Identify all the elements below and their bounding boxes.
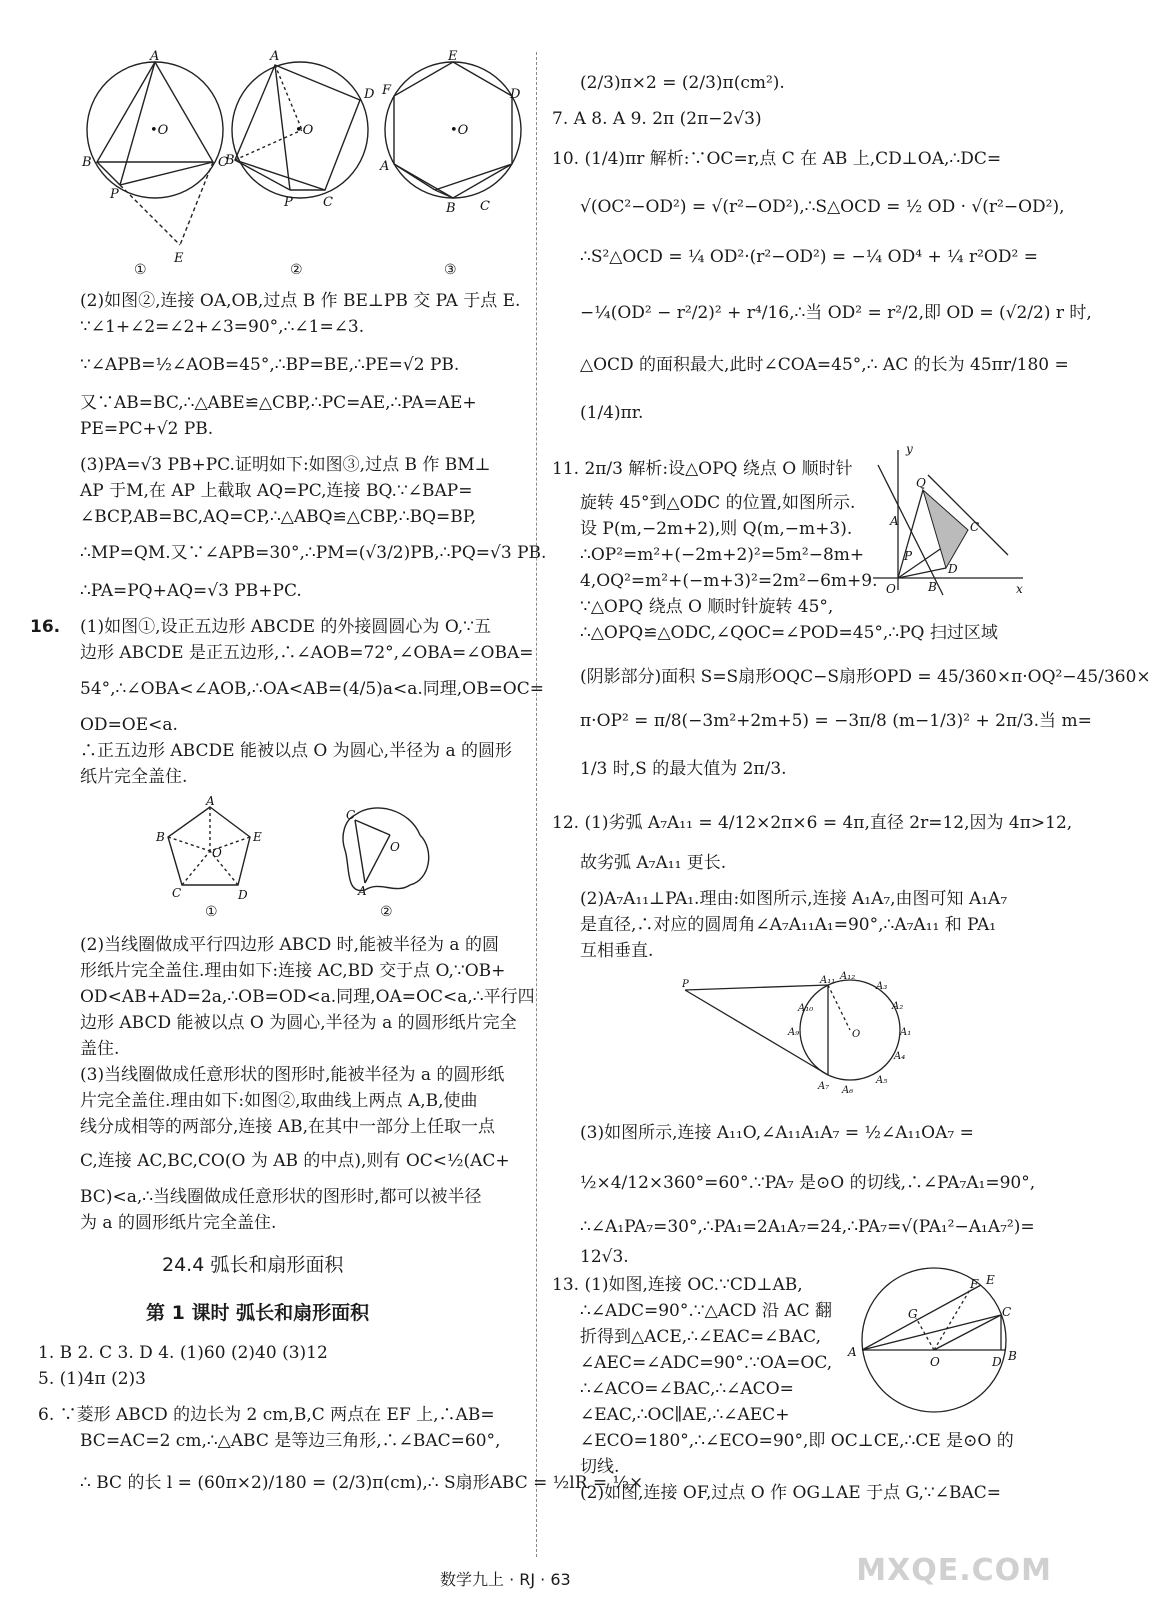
figure-q15-circles <box>70 49 521 285</box>
svg-text:A₉: A₉ <box>788 1027 800 1038</box>
q6-line: BC=AC=2 cm,∴△ABC 是等边三角形,∴∠BAC=60°, <box>80 1431 501 1451</box>
svg-text:x: x <box>1016 582 1023 596</box>
q15-line: ∴MP=QM.又∵∠APB=30°,∴PM=(√3/2)PB,∴PQ=√3 PB. <box>80 543 547 563</box>
svg-text:A₁₁: A₁₁ <box>820 975 836 986</box>
svg-text:E: E <box>253 830 262 844</box>
q11-line: 4,OQ²=m²+(−m+3)²=2m²−6m+9. <box>580 571 878 591</box>
q16-line: 边形 ABCDE 是正五边形,∴∠AOB=72°,∠OBA=∠OBA= <box>80 643 534 663</box>
q10-line: △OCD 的面积最大,此时∠COA=45°,∴ AC 的长为 45πr/180 = <box>580 355 1069 375</box>
q12-line: 12. (1)劣弧 A₇A₁₁ = 4/12×2π×6 = 4π,直径 2r=12,因为 4π>12, <box>552 813 1073 833</box>
q13-line: ∠ECO=180°,∴∠ECO=90°,即 OC⊥CE,∴CE 是⊙O 的 <box>580 1431 1014 1451</box>
figure-caption-3: ③ <box>444 262 457 278</box>
q16-line: 54°,∴∠OBA<∠AOB,∴OA<AB=(4/5)a<a.同理,OB=OC= <box>80 679 544 699</box>
q10-line: (1/4)πr. <box>580 403 644 423</box>
q16-line: ∴正五边形 ABCDE 能被以点 O 为圆心,半径为 a 的圆形 <box>80 741 513 761</box>
q10-line: √(OC²−OD²) = √(r²−OD²),∴S△OCD = ½ OD · √(r²−OD²), <box>580 197 1065 217</box>
q13-line: 折得到△ACE,∴∠EAC=∠BAC, <box>580 1327 821 1347</box>
svg-text:O: O <box>886 582 896 596</box>
q12-line: 互相垂直. <box>580 941 654 961</box>
svg-text:F: F <box>382 83 392 98</box>
figure-caption-2: ② <box>380 904 393 920</box>
q13-line: (2)如图,连接 OF,过点 O 作 OG⊥AE 于点 G,∵∠BAC= <box>580 1483 1001 1503</box>
svg-text:A₁: A₁ <box>900 1027 912 1038</box>
svg-text:D: D <box>948 562 958 576</box>
svg-text:C: C <box>1002 1305 1012 1319</box>
q16b-line: C,连接 AC,BC,CO(O 为 AB 的中点),则有 OC<½(AC+ <box>80 1151 510 1171</box>
q15-line: ∠BCP,AB=BC,AQ=CP,∴△ABQ≌△CBP,∴BQ=BP, <box>80 507 477 527</box>
q15-line: PE=PC+√2 PB. <box>80 419 214 439</box>
svg-text:•O: •O <box>450 123 469 138</box>
svg-text:D: D <box>364 87 375 102</box>
svg-text:B: B <box>225 153 235 168</box>
q16b-line: (2)当线圈做成平行四边形 ABCD 时,能被半径为 a 的圆 <box>80 935 499 955</box>
svg-text:•O: •O <box>150 123 169 138</box>
q15-line: ∵∠1+∠2=∠2+∠3=90°,∴∠1=∠3. <box>80 317 365 337</box>
q11-line: 1/3 时,S 的最大值为 2π/3. <box>580 759 787 779</box>
q15-line: (3)PA=√3 PB+PC.证明如下:如图③,过点 B 作 BM⊥ <box>80 455 491 475</box>
figure-q16-shapes <box>150 795 450 925</box>
svg-text:P: P <box>284 195 293 210</box>
q16b-line: OD<AB+AD=2a,∴OB=OD<a.同理,OA=OC<a,∴平行四 <box>80 987 535 1007</box>
svg-text:O: O <box>212 846 222 860</box>
q15-line: AP 于M,在 AP 上截取 AQ=PC,连接 BQ.∵∠BAP= <box>80 481 473 501</box>
svg-text:C: C <box>323 195 333 210</box>
svg-text:A: A <box>270 49 280 64</box>
q12b-line: ½×4/12×360°=60°.∵PA₇ 是⊙O 的切线,∴∠PA₇A₁=90°, <box>580 1173 1036 1193</box>
svg-text:C: C <box>970 520 980 534</box>
svg-text:A₁₀: A₁₀ <box>798 1003 814 1014</box>
q12-line: 是直径,∴对应的圆周角∠A₇A₁₁A₁=90°,∴A₇A₁₁ 和 PA₁ <box>580 915 997 935</box>
q6-continuation: (2/3)π×2 = (2/3)π(cm²). <box>580 73 785 93</box>
q13-line: ∴∠ADC=90°.∵△ACD 沿 AC 翻 <box>580 1301 833 1321</box>
svg-text:P: P <box>110 187 119 202</box>
svg-text:O: O <box>930 1355 940 1369</box>
figure-caption-2: ② <box>290 262 303 278</box>
q10-line: ∴S²△OCD = ¼ OD²·(r²−OD²) = −¼ OD⁴ + ¼ r²OD² = <box>580 247 1038 267</box>
svg-text:C: C <box>172 886 182 900</box>
q10-line: 10. (1/4)πr 解析:∵OC=r,点 C 在 AB 上,CD⊥OA,∴DC= <box>552 149 1002 169</box>
svg-text:A₅: A₅ <box>876 1075 888 1086</box>
svg-text:E: E <box>986 1273 995 1287</box>
svg-text:C: C <box>218 155 228 170</box>
q11-line: ∴OP²=m²+(−2m+2)²=5m²−8m+ <box>580 545 865 565</box>
q16-line: 纸片完全盖住. <box>80 767 188 787</box>
svg-text:A: A <box>380 159 390 174</box>
q16b-line: 线分成相等的两部分,连接 AB,在其中一部分上任取一点 <box>80 1117 495 1137</box>
q16b-line: 形纸片完全盖住.理由如下:连接 AC,BD 交于点 O,∵OB+ <box>80 961 506 981</box>
watermark: MXQE.COM <box>856 1553 1052 1588</box>
q16b-line: 盖住. <box>80 1039 120 1059</box>
svg-text:A: A <box>206 794 215 808</box>
svg-text:B: B <box>446 201 456 216</box>
q12b-line: ∴∠A₁PA₇=30°,∴PA₁=2A₁A₇=24,∴PA₇=√(PA₁²−A₁A₇²)= <box>580 1217 1035 1237</box>
q12-line: 故劣弧 A₇A₁₁ 更长. <box>580 853 727 873</box>
q13-line: 切线. <box>580 1457 620 1477</box>
svg-text:P: P <box>682 979 689 990</box>
svg-text:A₂: A₂ <box>892 1001 904 1012</box>
q6-line: ∴ BC 的长 l = (60π×2)/180 = (2/3)π(cm),∴ S扇形ABC = ½lR = ½× <box>80 1473 644 1493</box>
svg-text:y: y <box>906 442 913 456</box>
svg-text:E: E <box>448 49 458 64</box>
q13-line: ∠EAC,∴OC∥AE,∴∠AEC+ <box>580 1405 790 1425</box>
svg-text:A₇: A₇ <box>818 1081 830 1092</box>
svg-text:G: G <box>908 1307 918 1321</box>
svg-text:B: B <box>928 580 937 594</box>
svg-text:A₄: A₄ <box>894 1051 906 1062</box>
figure-q11-coordinate <box>868 442 1028 600</box>
q11-line: ∴△OPQ≌△ODC,∠QOC=∠POD=45°,∴PQ 扫过区域 <box>580 623 998 643</box>
svg-text:D: D <box>238 888 248 902</box>
svg-text:A₁₂: A₁₂ <box>840 971 856 982</box>
svg-text:A: A <box>848 1345 857 1359</box>
q12b-line: (3)如图所示,连接 A₁₁O,∠A₁₁A₁A₇ = ½∠A₁₁OA₇ = <box>580 1123 974 1143</box>
figure-q12-circle <box>680 965 920 1095</box>
q16-line: (1)如图①,设正五边形 ABCDE 的外接圆圆心为 O,∵五 <box>80 617 491 637</box>
q11-line: ∵△OPQ 绕点 O 顺时针旋转 45°, <box>580 597 834 617</box>
answers-7-9: 7. A 8. A 9. 2π (2π−2√3) <box>552 109 762 129</box>
svg-text:A: A <box>358 884 367 898</box>
q13-line: 13. (1)如图,连接 OC.∵CD⊥AB, <box>552 1275 803 1295</box>
svg-text:O: O <box>390 840 400 854</box>
q12-line: (2)A₇A₁₁⊥PA₁.理由:如图所示,连接 A₁A₇,由图可知 A₁A₇ <box>580 889 1008 909</box>
svg-text:B: B <box>1008 1349 1017 1363</box>
q6-line: 6. ∵菱形 ABCD 的边长为 2 cm,B,C 两点在 EF 上,∴AB= <box>38 1405 495 1425</box>
q16b-line: 片完全盖住.理由如下:如图②,取曲线上两点 A,B,使曲 <box>80 1091 478 1111</box>
svg-text:C: C <box>480 199 490 214</box>
section-title: 24.4 弧长和扇形面积 <box>162 1254 344 1276</box>
q13-line: ∴∠ACO=∠BAC,∴∠ACO= <box>580 1379 794 1399</box>
q16-number: 16. <box>30 617 61 637</box>
q16b-line: 边形 ABCD 能被以点 O 为圆心,半径为 a 的圆形纸片完全 <box>80 1013 517 1033</box>
svg-text:•O: •O <box>295 123 314 138</box>
svg-text:D: D <box>510 87 521 102</box>
figure-caption-1: ① <box>134 262 147 278</box>
q11-line: 旋转 45°到△ODC 的位置,如图所示. <box>580 493 856 513</box>
svg-text:C: C <box>346 808 356 822</box>
q15-line: (2)如图②,连接 OA,OB,过点 B 作 BE⊥PB 交 PA 于点 E. <box>80 291 521 311</box>
column-divider <box>536 52 537 1557</box>
q16b-line: (3)当线圈做成任意形状的图形时,能被半径为 a 的圆形纸 <box>80 1065 505 1085</box>
svg-text:A: A <box>890 514 899 528</box>
q15-line: ∵∠APB=½∠AOB=45°,∴BP=BE,∴PE=√2 PB. <box>80 355 460 375</box>
q11-line: π·OP² = π/8(−3m²+2m+5) = −3π/8 (m−1/3)² + 2π/3.当 m= <box>580 711 1092 731</box>
answers-1-4: 1. B 2. C 3. D 4. (1)60 (2)40 (3)12 <box>38 1343 328 1363</box>
q15-line: 又∵AB=BC,∴△ABE≌△CBP,∴PC=AE,∴PA=AE+ <box>80 393 477 413</box>
figure-caption-1: ① <box>205 904 218 920</box>
answers-5: 5. (1)4π (2)3 <box>38 1369 146 1389</box>
svg-text:A₃: A₃ <box>876 981 888 992</box>
q16b-line: BC)<a,∴当线圈做成任意形状的图形时,都可以被半径 <box>80 1187 482 1207</box>
svg-text:A: A <box>150 49 160 64</box>
q11-line: 11. 2π/3 解析:设△OPQ 绕点 O 顺时针 <box>552 459 853 479</box>
svg-text:O: O <box>852 1029 861 1040</box>
q11-line: (阴影部分)面积 S=S扇形OQC−S扇形OPD = 45/360×π·OQ²−45/360× <box>580 667 1151 687</box>
svg-text:F: F <box>970 1277 979 1291</box>
page-footer: 数学九上 · RJ · 63 <box>440 1570 571 1589</box>
q15-line: ∴PA=PQ+AQ=√3 PB+PC. <box>80 581 302 601</box>
q11-line: 设 P(m,−2m+2),则 Q(m,−m+3). <box>580 519 853 539</box>
subsection-title: 第 1 课时 弧长和扇形面积 <box>146 1302 370 1324</box>
q10-line: −¼(OD² − r²/2)² + r⁴/16,∴当 OD² = r²/2,即 OD = (√2/2) r 时, <box>580 303 1092 323</box>
svg-text:D: D <box>992 1355 1002 1369</box>
svg-text:B: B <box>156 830 165 844</box>
svg-text:B: B <box>82 155 92 170</box>
svg-text:E: E <box>174 251 184 266</box>
q16-line: OD=OE<a. <box>80 715 178 735</box>
figure-q13-circle <box>846 1270 1026 1400</box>
q12b-line: 12√3. <box>580 1247 629 1267</box>
q16b-line: 为 a 的圆形纸片完全盖住. <box>80 1213 277 1233</box>
svg-text:P: P <box>904 549 913 563</box>
svg-text:Q: Q <box>916 476 926 490</box>
svg-text:A₆: A₆ <box>842 1085 854 1096</box>
q13-line: ∠AEC=∠ADC=90°.∵OA=OC, <box>580 1353 833 1373</box>
